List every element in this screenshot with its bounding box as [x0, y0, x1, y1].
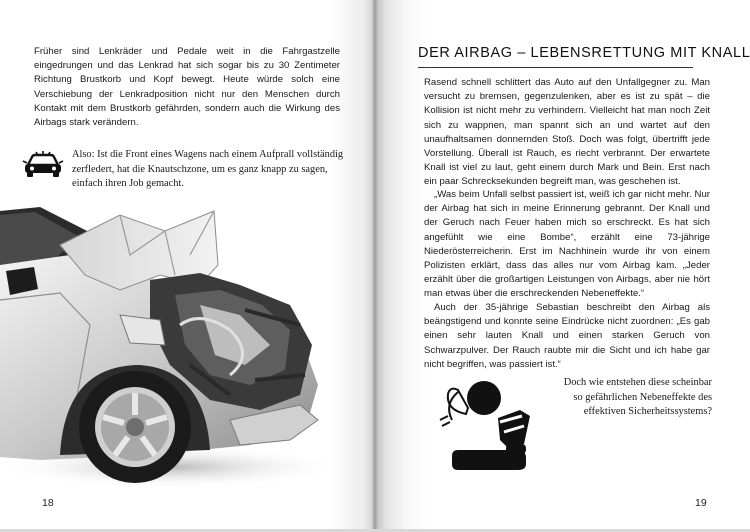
- airbag-seat-icon: [438, 380, 546, 472]
- right-page-number: 19: [695, 497, 707, 509]
- crashed-car-photo: [0, 205, 340, 490]
- right-paragraph-3: Auch der 35-jährige Sebastian beschreibt den Airbag als beängstigend und konnte seine Eindrücke nicht zuordnen: „Es gab einen sehr lauten Knall und einen starken Geruch von Schwarzpulver. Der Rauch raubte mir die Sicht und ich habe gar nicht begriffen, was passiert ist.“: [424, 302, 710, 370]
- chapter-title: DER AIRBAG – LEBENSRETTUNG MIT KNALL: [418, 45, 750, 61]
- right-side-note: Doch wie entstehen diese scheinbar so gefährlichen Nebeneffekte des effektiven Sicherheitssystems?: [563, 377, 712, 418]
- right-paragraph-1: Rasend schnell schlittert das Auto auf den Unfallgegner zu. Man versucht zu bremsen, gegenzulenken, aber es ist zu spät – die Kollision ist nicht mehr zu verhindern. Vielleicht hat man noch Zeit sich zu wappnen, man spannt sich an und wartet auf den unaufhaltsamen donnernden Stoß. Doch was folgt, übertrifft jede Vorstellung. Überall ist Rauch, es riecht verbrannt. Der erwartete Knall ist viel zu laut, geht einem durch Mark und Bein. Erst nach ein paar Schrecksekunden begreift man, was geschehen ist.: [424, 77, 710, 188]
- left-paragraph-1: Früher sind Lenkräder und Pedale weit in die Fahrgastzelle eingedrungen und das Lenkrad hat sich sogar bis zu 30 Zentimeter Richtung Brustkorb und Kopf bewegt. Heute würde solch eine Verschiebung der Lenkradposition nicht nur den Menschen durch Kontakt mit dem Brustkorb gefährden, sondern auch die Wirkung des Airbags stark verändern.: [34, 46, 340, 129]
- right-paragraph-2: „Was beim Unfall selbst passiert ist, weiß ich gar nicht mehr. Nur der Airbag hat sich in meine Erinnerung gebrannt. Der Knall und der Geruch nach Feuer haben mich so erschreckt. Es hat sich angefühlt wie eine Bombe“, erzählt eine 73-jährige Niederösterreicherin. Erst im Nachhinein wurde ihr von einem Polizisten erklärt, dass das alles nur vom Airbag kam. „Jeder erzählt über die großartigen Leistungen von Airbags, aber nie hört man etwas über die erschreckenden Nebeneffekte.“: [424, 189, 710, 300]
- car-crash-icon: [22, 151, 64, 179]
- book-gutter: [372, 0, 378, 532]
- left-side-note: Also: Ist die Front eines Wagens nach einem Aufprall vollständig zerfledert, hat die Knautschzone, um es ganz knapp zu sagen, einfach ihren Job gemacht.: [72, 149, 344, 190]
- left-page-number: 18: [42, 497, 54, 509]
- title-underline: [418, 67, 693, 68]
